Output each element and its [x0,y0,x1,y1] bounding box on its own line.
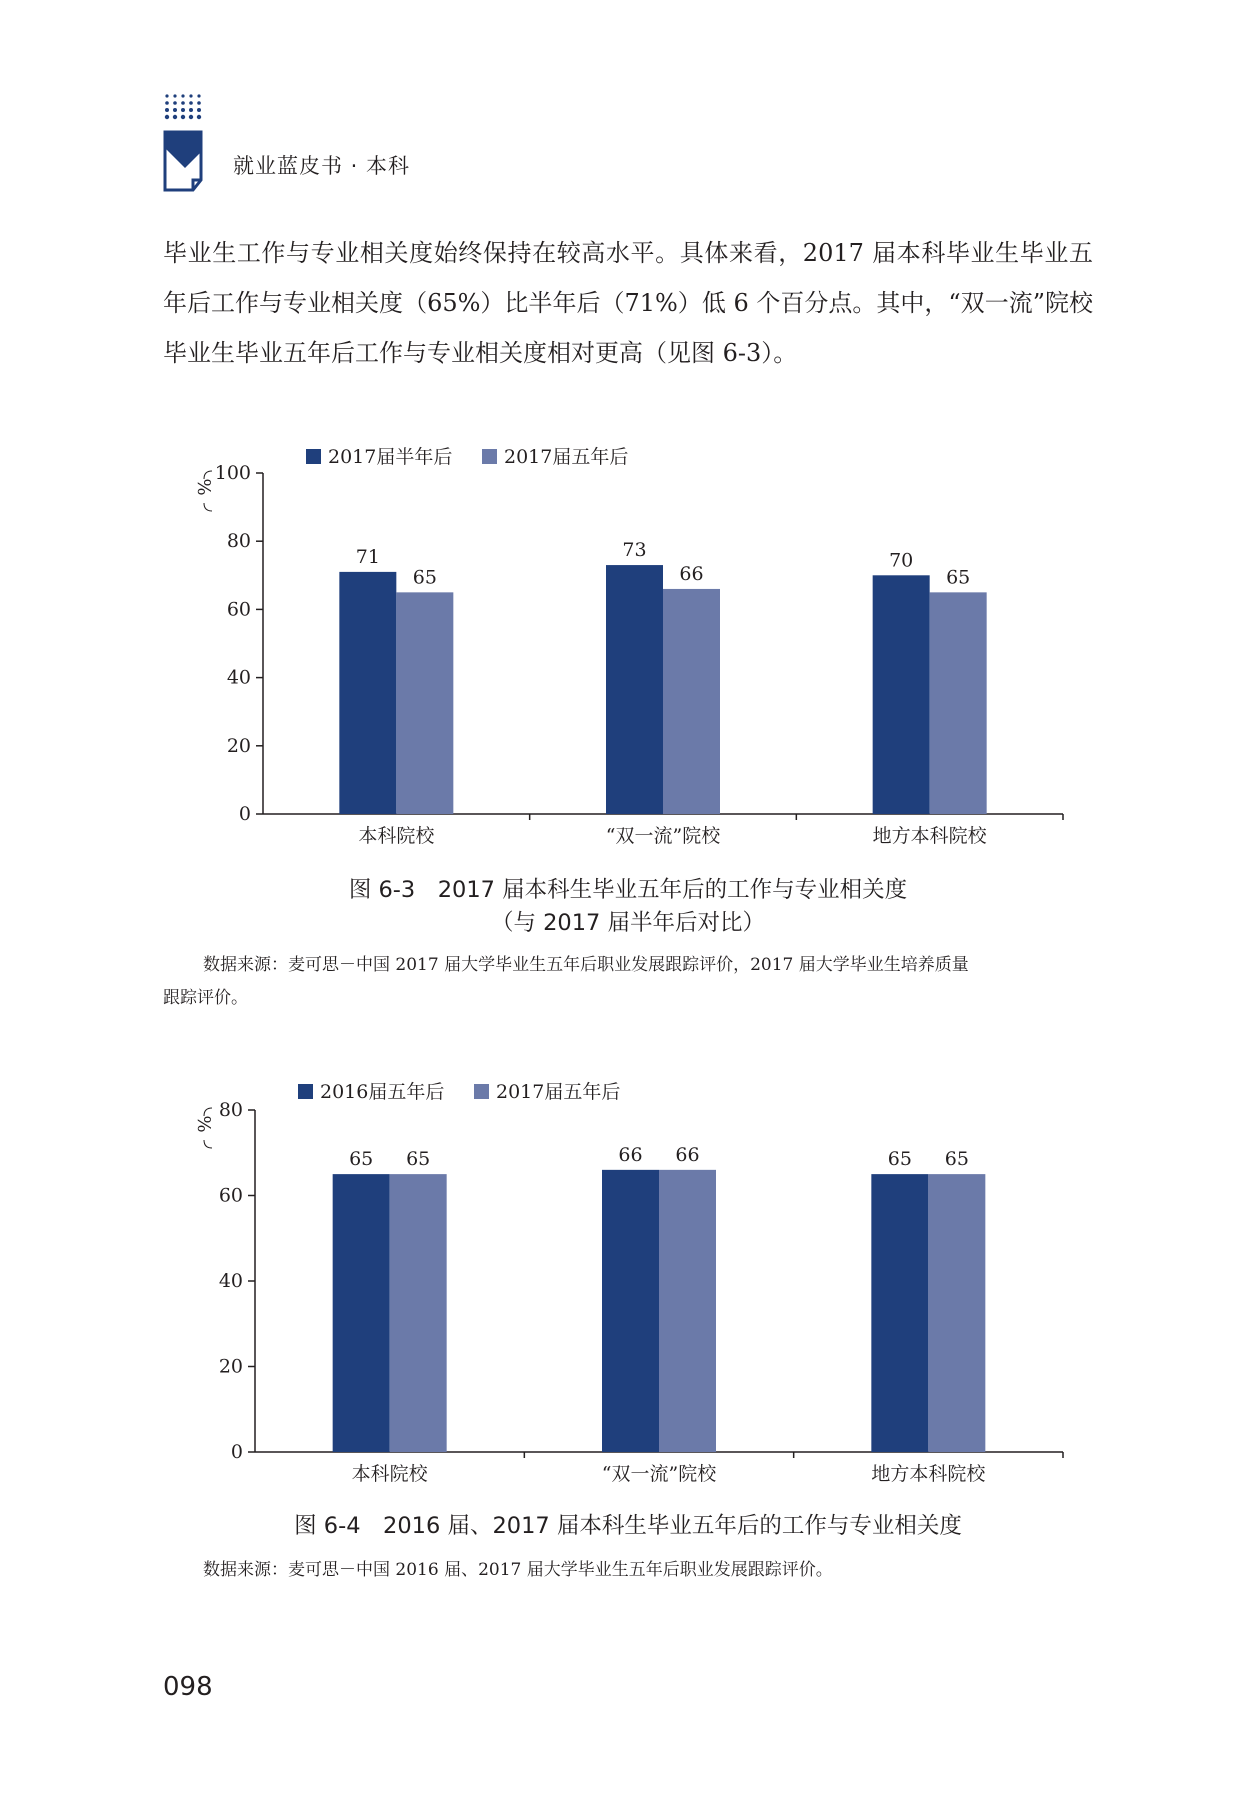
chart-6-3-ytick-label-40: 40 [226,666,251,689]
chart-6-3-bar-0-1 [396,592,453,814]
chart-6-3-ytick-label-0: 0 [238,803,251,825]
chart-6-3-bar-label-2-0: 70 [889,549,914,572]
chart-6-4-bar-label-2-1: 65 [944,1148,969,1171]
chart-6-4-ylabel-text: % [193,1115,214,1133]
chart-6-3-legend-swatch-0 [306,449,321,464]
chart-6-3-ytick-label-20: 20 [226,734,251,757]
chart-6-3-category-label-0: 本科院校 [358,825,435,847]
body-paragraph-text: 毕业生工作与专业相关度始终保持在较高水平。具体来看，2017 届本科毕业生毕业五年后工作与专业相关度（65%）比半年后（71%）低 6 个百分点。其中，“双一流”院校毕业生毕业五年后工作与专业相关度相对更高（见图 6-3）。 [163,239,1093,367]
page-number: 098 [163,1672,213,1702]
chart-6-3-bar-label-1-0: 73 [622,539,647,562]
chart-6-3-legend-label-1: 2017届五年后 [504,446,629,468]
chart-6-4-category-label-1: “双一流”院校 [601,1463,717,1485]
figure-6-4-caption: 图 6-4 2016 届、2017 届本科生毕业五年后的工作与专业相关度 [294,1513,962,1539]
chart-6-4-ylabel [193,1108,214,1148]
figure-6-4-source [163,1554,1093,1587]
chart-6-4-ytick-label-40: 40 [218,1270,243,1292]
chart-6-4-bar-label-0-1: 65 [406,1148,431,1171]
chart-6-4-plot [193,1081,1063,1485]
chart-6-3-bar-label-0-1: 65 [412,566,437,589]
chart-6-4-bar-0-0 [333,1174,390,1452]
chart-6-4-ytick-label-80: 80 [218,1099,243,1121]
chart-6-4-ytick-label-60: 60 [218,1184,243,1207]
chart-6-4-bar-2-1 [928,1174,985,1452]
header-title: 就业蓝皮书 · 本科 [233,154,411,178]
chart-6-3-bar-label-1-1: 66 [679,562,704,585]
chart-6-3-ytick-label-80: 80 [226,530,251,553]
chart-6-4-bar-1-0 [602,1170,659,1452]
chart-6-3-legend-label-0: 2017届半年后 [328,446,453,468]
chart-6-3-bar-0-0 [339,572,396,814]
chart-6-4-bar-label-0-0: 65 [349,1148,374,1171]
figure-6-3-caption-line2: （与 2017 届半年后对比） [490,910,766,936]
figure-6-3-source-line2: 跟踪评价。 [163,988,248,1008]
chart-6-3-legend-swatch-1 [482,449,497,464]
chart-6-4-legend-label-0: 2016届五年后 [320,1081,445,1103]
chart-6-3-bar-1-0 [606,565,663,814]
chart-6-3-category-label-2: 地方本科院校 [872,825,987,847]
chart-6-4-ylabel-bracket-bottom [204,1140,212,1148]
figure-6-3-source [163,949,1093,1015]
chart-6-4-bar-0-1 [390,1174,447,1452]
chart-6-4-category-label-0: 本科院校 [351,1463,428,1485]
chart-6-4-category-label-2: 地方本科院校 [871,1463,986,1485]
chart-6-4-ytick-label-20: 20 [218,1355,243,1378]
chart-6-3-bar-1-1 [663,589,720,814]
figure-6-3-caption-line1: 图 6-3 2017 届本科生毕业五年后的工作与专业相关度 [348,877,908,903]
chart-6-3-bar-label-2-1: 65 [946,566,971,589]
figure-6-3-source-line1: 数据来源：麦可思－中国 2017 届大学毕业生五年后职业发展跟踪评价，2017 届大学毕业生培养质量 [203,955,969,975]
chart-6-3-ytick-label-100: 100 [214,462,251,484]
chart-6-3-ylabel [193,471,214,511]
chart-6-3-ytick-label-60: 60 [226,598,251,621]
figure-6-4-source-line1: 数据来源：麦可思－中国 2016 届、2017 届大学毕业生五年后职业发展跟踪评价。 [203,1560,833,1580]
chart-6-4-legend-label-1: 2017届五年后 [496,1081,621,1103]
chart-6-4-bar-1-1 [659,1170,716,1452]
chart-6-4-bar-label-1-0: 66 [618,1143,643,1166]
chart-6-4-bar-2-0 [871,1174,928,1452]
chart-6-3-bar-2-0 [873,575,930,814]
chart-6-4-legend-swatch-1 [474,1084,489,1099]
chart-6-3-bar-2-1 [930,592,987,814]
chart-6-4-ytick-label-0: 0 [230,1441,243,1463]
chart-6-3-bar-label-0-0: 71 [355,545,380,568]
chart-6-4-bar-label-2-0: 65 [887,1148,912,1171]
chart-6-3-ylabel-text: % [193,478,214,496]
chart-6-4-bar-label-1-1: 66 [675,1143,700,1166]
chart-6-3-plot [193,446,1063,847]
chart-6-3-ylabel-bracket-bottom [204,503,212,511]
chart-6-4-legend-swatch-0 [298,1084,313,1099]
chart-6-3-category-label-1: “双一流”院校 [605,825,721,847]
